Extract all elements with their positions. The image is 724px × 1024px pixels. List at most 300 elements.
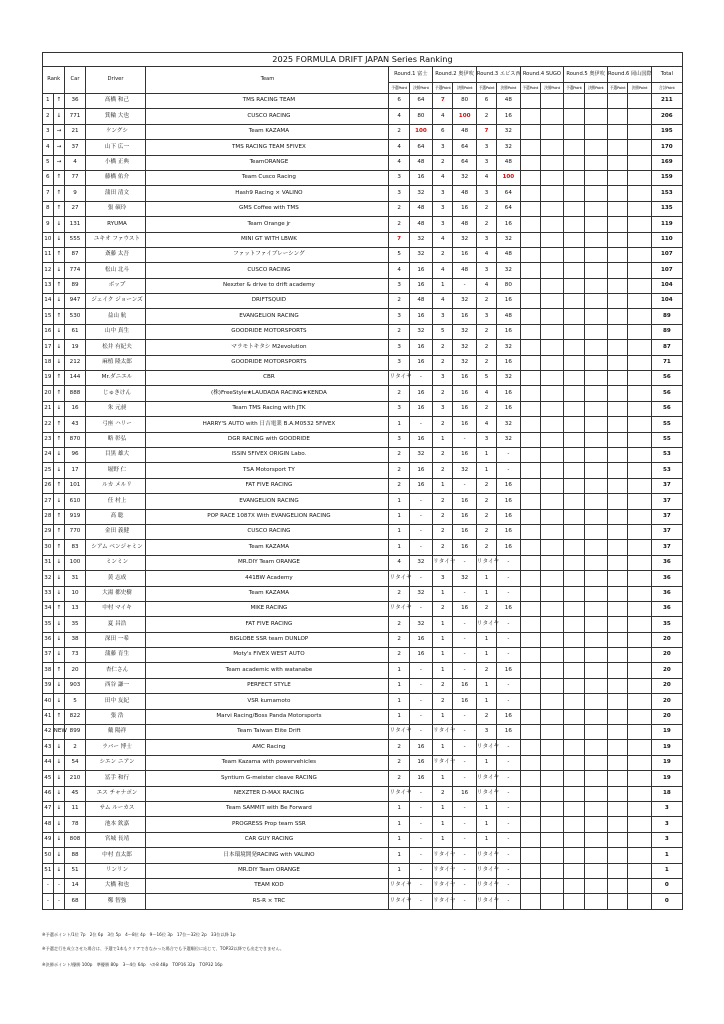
- final-point-cell: -: [453, 725, 476, 740]
- qualifying-point-cell: リタイヤ: [476, 786, 496, 801]
- final-point-cell: 16: [409, 170, 432, 185]
- car-number-cell: 35: [65, 617, 85, 632]
- trend-cell: ↑: [53, 709, 65, 724]
- final-point-cell: 32: [497, 263, 520, 278]
- final-point-cell: [540, 386, 563, 401]
- qualifying-point-cell: [607, 371, 627, 386]
- trend-cell: ↓: [53, 324, 65, 339]
- qualifying-point-cell: [564, 247, 584, 262]
- final-point-cell: [584, 94, 607, 109]
- qualifying-point-cell: リタイヤ: [389, 371, 409, 386]
- total-cell: 19: [651, 771, 682, 786]
- total-cell: 35: [651, 617, 682, 632]
- driver-cell: 松井 有紀夫: [85, 340, 146, 355]
- final-point-cell: [628, 894, 651, 909]
- car-number-cell: 888: [65, 386, 85, 401]
- qualifying-point-cell: [564, 786, 584, 801]
- table-row: [43, 217, 683, 232]
- table-row: [43, 278, 683, 293]
- qualifying-point-cell: [520, 601, 540, 616]
- qualifying-point-cell: 2: [476, 355, 496, 370]
- final-point-cell: [540, 217, 563, 232]
- qualifying-point-cell: [520, 201, 540, 216]
- car-number-cell: 555: [65, 232, 85, 247]
- qualifying-point-cell: [564, 801, 584, 816]
- final-point-cell: -: [453, 617, 476, 632]
- driver-cell: 中村 直太郎: [85, 848, 146, 863]
- total-cell: 3: [651, 832, 682, 847]
- qualifying-point-cell: 1: [476, 755, 496, 770]
- table-row: [43, 340, 683, 355]
- qualifying-point-cell: [520, 832, 540, 847]
- table-row: [43, 648, 683, 663]
- qualifying-point-cell: 3: [433, 217, 453, 232]
- final-point-cell: 32: [453, 571, 476, 586]
- driver-cell: 小橋 正典: [85, 155, 146, 170]
- qualifying-point-cell: 2: [389, 324, 409, 339]
- final-point-cell: 32: [453, 463, 476, 478]
- final-point-cell: [584, 170, 607, 185]
- final-point-cell: 32: [497, 371, 520, 386]
- table-row: [43, 709, 683, 724]
- total-cell: 37: [651, 478, 682, 493]
- note-qualifying-points: ※予選ポイント/1位 7p 2位 6p 3位 5p 4〜8位 4p 9〜16位 3p 17位〜32位 2p 33位以降 1p: [42, 932, 236, 937]
- final-point-cell: 16: [409, 355, 432, 370]
- qualifying-point-cell: [520, 340, 540, 355]
- qualifying-point-cell: 2: [389, 124, 409, 139]
- qualifying-point-cell: [564, 509, 584, 524]
- final-point-cell: 32: [497, 232, 520, 247]
- qualifying-point-cell: [520, 848, 540, 863]
- final-point-cell: -: [409, 571, 432, 586]
- qualifying-point-cell: [607, 555, 627, 570]
- final-point-cell: [584, 894, 607, 909]
- table-row: [43, 124, 683, 139]
- qualifying-point-cell: リタイヤ: [433, 878, 453, 893]
- total-cell: 18: [651, 786, 682, 801]
- rank-cell: 15: [43, 309, 54, 324]
- driver-cell: 鄭 智強: [85, 894, 146, 909]
- team-cell: CUSCO RACING: [146, 263, 389, 278]
- final-point-cell: [628, 124, 651, 139]
- qualifying-point-cell: 1: [389, 509, 409, 524]
- qualifying-point-cell: [607, 832, 627, 847]
- final-point-cell: 48: [409, 201, 432, 216]
- final-point-cell: -: [497, 832, 520, 847]
- round-4-final-subheader: 決勝Point: [540, 83, 563, 94]
- driver-cell: ケングシ: [85, 124, 146, 139]
- trend-cell: ↓: [53, 817, 65, 832]
- qualifying-point-cell: [520, 432, 540, 447]
- qualifying-point-cell: [564, 401, 584, 416]
- car-header: Car: [65, 67, 85, 94]
- final-point-cell: [584, 555, 607, 570]
- car-number-cell: 37: [65, 140, 85, 155]
- trend-cell: ↑: [53, 309, 65, 324]
- driver-cell: 大湯 都史樹: [85, 586, 146, 601]
- total-cell: 36: [651, 586, 682, 601]
- final-point-cell: 16: [409, 755, 432, 770]
- driver-cell: 中村 マイキ: [85, 601, 146, 616]
- total-cell: 3: [651, 817, 682, 832]
- final-point-cell: -: [453, 432, 476, 447]
- rank-cell: 47: [43, 801, 54, 816]
- total-cell: 20: [651, 663, 682, 678]
- team-cell: MINI GT WITH LBWK: [146, 232, 389, 247]
- driver-cell: 張 碩玲: [85, 201, 146, 216]
- qualifying-point-cell: 1: [389, 417, 409, 432]
- qualifying-point-cell: [520, 263, 540, 278]
- final-point-cell: [540, 155, 563, 170]
- total-cell: 0: [651, 878, 682, 893]
- qualifying-point-cell: リタイヤ: [433, 848, 453, 863]
- final-point-cell: 48: [409, 294, 432, 309]
- total-header: Total: [651, 67, 682, 83]
- driver-cell: エス チャナポン: [85, 786, 146, 801]
- qualifying-point-cell: [520, 771, 540, 786]
- final-point-cell: [628, 386, 651, 401]
- qualifying-point-cell: [607, 355, 627, 370]
- trend-cell: ↑: [53, 663, 65, 678]
- team-cell: GOODRIDE MOTORSPORTS: [146, 355, 389, 370]
- round-6-qualifying-subheader: 予選Point: [607, 83, 627, 94]
- table-row: [43, 786, 683, 801]
- trend-cell: ↑: [53, 186, 65, 201]
- trend-cell: ↓: [53, 109, 65, 124]
- qualifying-point-cell: [564, 463, 584, 478]
- qualifying-point-cell: [607, 217, 627, 232]
- driver-cell: 戴 陽祥: [85, 725, 146, 740]
- final-point-cell: -: [453, 771, 476, 786]
- final-point-cell: -: [497, 771, 520, 786]
- trend-cell: ↓: [53, 632, 65, 647]
- total-cell: 206: [651, 109, 682, 124]
- final-point-cell: [584, 540, 607, 555]
- qualifying-point-cell: [520, 878, 540, 893]
- qualifying-point-cell: リタイヤ: [433, 755, 453, 770]
- final-point-cell: 48: [453, 263, 476, 278]
- qualifying-point-cell: 2: [433, 540, 453, 555]
- final-point-cell: 16: [497, 386, 520, 401]
- table-row: [43, 109, 683, 124]
- driver-cell: 黄 志成: [85, 571, 146, 586]
- car-number-cell: 947: [65, 294, 85, 309]
- qualifying-point-cell: [520, 217, 540, 232]
- final-point-cell: [584, 524, 607, 539]
- final-point-cell: 16: [497, 401, 520, 416]
- final-point-cell: [540, 648, 563, 663]
- total-cell: 135: [651, 201, 682, 216]
- final-point-cell: 16: [409, 740, 432, 755]
- driver-cell: 張 浩: [85, 709, 146, 724]
- qualifying-point-cell: 2: [433, 786, 453, 801]
- final-point-cell: 32: [453, 340, 476, 355]
- ranking-table: [42, 52, 683, 910]
- car-number-cell: 43: [65, 417, 85, 432]
- car-number-cell: 21: [65, 124, 85, 139]
- table-row: [43, 371, 683, 386]
- final-point-cell: [628, 94, 651, 109]
- qualifying-point-cell: 7: [433, 94, 453, 109]
- driver-cell: 田中 友紀: [85, 694, 146, 709]
- final-point-cell: [628, 417, 651, 432]
- qualifying-point-cell: [520, 278, 540, 293]
- table-row: [43, 494, 683, 509]
- qualifying-point-cell: [520, 694, 540, 709]
- round-5-qualifying-subheader: 予選Point: [564, 83, 584, 94]
- final-point-cell: -: [409, 601, 432, 616]
- qualifying-point-cell: [564, 371, 584, 386]
- team-cell: CUSCO RACING: [146, 109, 389, 124]
- team-cell: TSA Motorsport TY: [146, 463, 389, 478]
- total-cell: 55: [651, 417, 682, 432]
- final-point-cell: [628, 863, 651, 878]
- rank-cell: 9: [43, 217, 54, 232]
- final-point-cell: 16: [453, 509, 476, 524]
- trend-cell: ↑: [53, 247, 65, 262]
- final-point-cell: [584, 478, 607, 493]
- rank-cell: 18: [43, 355, 54, 370]
- team-cell: Team Orange jr: [146, 217, 389, 232]
- rank-cell: 11: [43, 247, 54, 262]
- final-point-cell: [628, 586, 651, 601]
- qualifying-point-cell: [564, 201, 584, 216]
- total-cell: 53: [651, 463, 682, 478]
- qualifying-point-cell: [607, 848, 627, 863]
- qualifying-point-cell: 1: [389, 663, 409, 678]
- final-point-cell: [628, 447, 651, 462]
- total-cell: 0: [651, 894, 682, 909]
- qualifying-point-cell: 2: [389, 771, 409, 786]
- final-point-cell: -: [497, 632, 520, 647]
- table-row: [43, 848, 683, 863]
- table-row: [43, 247, 683, 262]
- final-point-cell: 16: [409, 648, 432, 663]
- qualifying-point-cell: 3: [433, 401, 453, 416]
- final-point-cell: -: [409, 371, 432, 386]
- team-header: Team: [146, 67, 389, 94]
- final-point-cell: [584, 755, 607, 770]
- rank-cell: 12: [43, 263, 54, 278]
- final-point-cell: 80: [453, 94, 476, 109]
- final-point-cell: [540, 878, 563, 893]
- total-cell: 19: [651, 755, 682, 770]
- car-number-cell: 10: [65, 586, 85, 601]
- final-point-cell: [628, 109, 651, 124]
- qualifying-point-cell: [564, 709, 584, 724]
- car-number-cell: 144: [65, 371, 85, 386]
- final-point-cell: 16: [453, 678, 476, 693]
- rank-cell: 5: [43, 155, 54, 170]
- car-number-cell: 11: [65, 801, 85, 816]
- table-row: [43, 170, 683, 185]
- final-point-cell: [540, 417, 563, 432]
- final-point-cell: -: [409, 417, 432, 432]
- qualifying-point-cell: 1: [476, 832, 496, 847]
- final-point-cell: 100: [409, 124, 432, 139]
- qualifying-point-cell: [607, 324, 627, 339]
- final-point-cell: -: [453, 817, 476, 832]
- final-point-cell: 16: [453, 309, 476, 324]
- qualifying-point-cell: [520, 648, 540, 663]
- car-number-cell: 131: [65, 217, 85, 232]
- qualifying-point-cell: [520, 863, 540, 878]
- final-point-cell: -: [453, 632, 476, 647]
- rank-cell: 1: [43, 94, 54, 109]
- trend-cell: ↓: [53, 294, 65, 309]
- qualifying-point-cell: 4: [476, 417, 496, 432]
- qualifying-point-cell: 2: [389, 447, 409, 462]
- qualifying-point-cell: リタイヤ: [389, 786, 409, 801]
- qualifying-point-cell: 3: [389, 355, 409, 370]
- final-point-cell: -: [497, 786, 520, 801]
- qualifying-point-cell: 3: [476, 725, 496, 740]
- car-number-cell: 770: [65, 524, 85, 539]
- team-cell: GMS Coffee with TMS: [146, 201, 389, 216]
- driver-cell: 深田 一希: [85, 632, 146, 647]
- final-point-cell: 32: [409, 324, 432, 339]
- rank-cell: 4: [43, 140, 54, 155]
- qualifying-point-cell: [520, 355, 540, 370]
- final-point-cell: [540, 617, 563, 632]
- qualifying-point-cell: 1: [476, 463, 496, 478]
- final-point-cell: [628, 540, 651, 555]
- final-point-cell: [540, 755, 563, 770]
- qualifying-point-cell: 3: [389, 278, 409, 293]
- driver-cell: 略 彰弘: [85, 432, 146, 447]
- final-point-cell: [584, 155, 607, 170]
- final-point-cell: 16: [497, 217, 520, 232]
- car-number-cell: 87: [65, 247, 85, 262]
- final-point-cell: 16: [453, 601, 476, 616]
- driver-cell: 朱 元昶: [85, 401, 146, 416]
- round-1-header: Round.1 富士: [389, 67, 433, 83]
- qualifying-point-cell: [607, 478, 627, 493]
- final-point-cell: 16: [453, 540, 476, 555]
- qualifying-point-cell: 1: [433, 586, 453, 601]
- final-point-cell: 16: [497, 294, 520, 309]
- final-point-cell: -: [409, 709, 432, 724]
- team-cell: Team TMS Racing with JTK: [146, 401, 389, 416]
- qualifying-point-cell: [564, 478, 584, 493]
- qualifying-point-cell: 2: [476, 524, 496, 539]
- rank-cell: 16: [43, 324, 54, 339]
- qualifying-point-cell: [564, 832, 584, 847]
- qualifying-point-cell: [564, 571, 584, 586]
- qualifying-point-cell: 3: [476, 155, 496, 170]
- qualifying-point-cell: 2: [476, 478, 496, 493]
- driver-cell: 蒲藤 育生: [85, 648, 146, 663]
- note-final-points: ※決勝ポイント/優勝 100p 準優勝 80p 3〜4位 64p ﾍｽﾄ8 48p TOP16 32p TOP32 16p: [42, 962, 223, 967]
- round-5-header: Round.5 奥伊吹: [564, 67, 608, 83]
- total-cell: 20: [651, 678, 682, 693]
- car-number-cell: 870: [65, 432, 85, 447]
- qualifying-point-cell: [520, 725, 540, 740]
- final-point-cell: -: [453, 709, 476, 724]
- total-cell: 104: [651, 278, 682, 293]
- qualifying-point-cell: 1: [433, 817, 453, 832]
- final-point-cell: 16: [409, 632, 432, 647]
- qualifying-point-cell: 3: [433, 140, 453, 155]
- total-cell: 159: [651, 170, 682, 185]
- round-1-qualifying-subheader: 予選Point: [389, 83, 409, 94]
- qualifying-point-cell: 2: [389, 632, 409, 647]
- qualifying-point-cell: 1: [389, 709, 409, 724]
- final-point-cell: -: [497, 694, 520, 709]
- final-point-cell: [628, 186, 651, 201]
- qualifying-point-cell: [607, 401, 627, 416]
- team-cell: AMC Racing: [146, 740, 389, 755]
- final-point-cell: 16: [453, 401, 476, 416]
- final-point-cell: [540, 94, 563, 109]
- final-point-cell: -: [453, 740, 476, 755]
- rank-cell: 24: [43, 447, 54, 462]
- final-point-cell: [584, 217, 607, 232]
- final-point-cell: [628, 309, 651, 324]
- qualifying-point-cell: [564, 324, 584, 339]
- qualifying-point-cell: [520, 894, 540, 909]
- trend-cell: -: [53, 878, 65, 893]
- qualifying-point-cell: [607, 94, 627, 109]
- trend-cell: ↓: [53, 340, 65, 355]
- total-cell: 195: [651, 124, 682, 139]
- team-cell: マラモトキタシ M2evolution: [146, 340, 389, 355]
- final-point-cell: [540, 586, 563, 601]
- qualifying-point-cell: [564, 94, 584, 109]
- qualifying-point-cell: [564, 217, 584, 232]
- final-point-cell: 16: [409, 278, 432, 293]
- qualifying-point-cell: リタイヤ: [389, 725, 409, 740]
- final-point-cell: [628, 678, 651, 693]
- qualifying-point-cell: 1: [433, 648, 453, 663]
- final-point-cell: -: [453, 755, 476, 770]
- trend-cell: ↓: [53, 863, 65, 878]
- qualifying-point-cell: [607, 601, 627, 616]
- final-point-cell: [584, 109, 607, 124]
- qualifying-point-cell: [607, 186, 627, 201]
- team-cell: Team Cusco Racing: [146, 170, 389, 185]
- final-point-cell: [540, 709, 563, 724]
- qualifying-point-cell: 4: [389, 555, 409, 570]
- final-point-cell: [584, 355, 607, 370]
- car-number-cell: 73: [65, 648, 85, 663]
- qualifying-point-cell: [607, 894, 627, 909]
- qualifying-point-cell: [607, 632, 627, 647]
- total-cell: 153: [651, 186, 682, 201]
- qualifying-point-cell: [520, 801, 540, 816]
- final-point-cell: [628, 355, 651, 370]
- driver-header: Driver: [85, 67, 146, 94]
- final-point-cell: [628, 263, 651, 278]
- qualifying-point-cell: 2: [433, 355, 453, 370]
- final-point-cell: [628, 170, 651, 185]
- qualifying-point-cell: 3: [433, 309, 453, 324]
- qualifying-point-cell: リタイヤ: [389, 878, 409, 893]
- qualifying-point-cell: 1: [389, 832, 409, 847]
- final-point-cell: -: [453, 848, 476, 863]
- qualifying-point-cell: [520, 94, 540, 109]
- final-point-cell: 32: [453, 232, 476, 247]
- final-point-cell: 32: [453, 294, 476, 309]
- qualifying-point-cell: 1: [433, 432, 453, 447]
- team-cell: GOODRIDE MOTORSPORTS: [146, 324, 389, 339]
- qualifying-point-cell: [520, 586, 540, 601]
- round-5-final-subheader: 決勝Point: [584, 83, 607, 94]
- rank-cell: 50: [43, 848, 54, 863]
- team-cell: NEXZTER D-MAX RACING: [146, 786, 389, 801]
- qualifying-point-cell: 1: [433, 740, 453, 755]
- qualifying-point-cell: 3: [476, 186, 496, 201]
